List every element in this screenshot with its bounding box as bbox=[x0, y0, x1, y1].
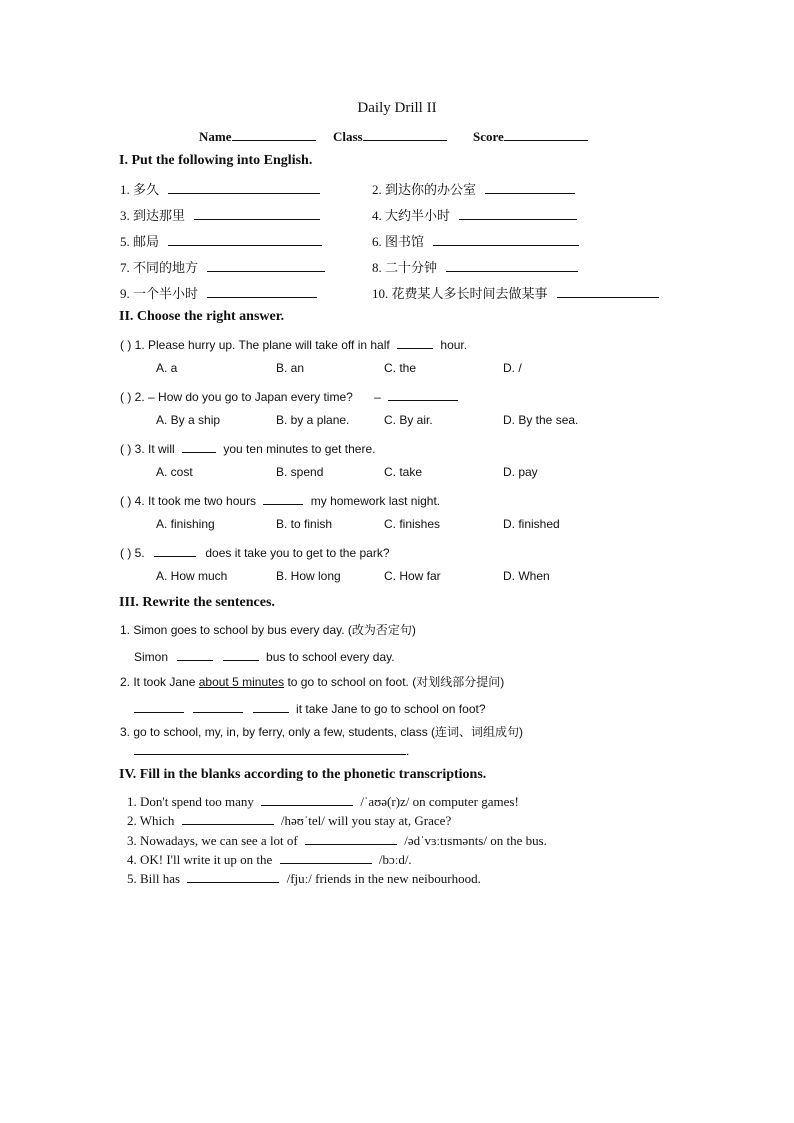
option: D. / bbox=[503, 361, 522, 375]
answer-blank[interactable] bbox=[182, 811, 274, 825]
answer-blank[interactable] bbox=[193, 699, 243, 713]
answer-blank[interactable] bbox=[433, 232, 579, 246]
answer-paren[interactable]: ( ) bbox=[120, 546, 132, 560]
mc-question-2: ( ) 2. – How do you go to Japan every time? – bbox=[120, 387, 458, 404]
mc-question-3: ( ) 3. It will you ten minutes to get there. bbox=[120, 439, 375, 456]
answer-blank[interactable] bbox=[182, 439, 216, 453]
option: A. cost bbox=[156, 465, 193, 479]
underlined-phrase: about 5 minutes bbox=[198, 675, 285, 689]
s1-item-5: 5. 邮局 bbox=[120, 231, 322, 250]
answer-blank[interactable] bbox=[223, 647, 259, 661]
rewrite-question-1: 1. Simon goes to school by bus every day. (改为否定句) bbox=[120, 623, 416, 637]
answer-blank[interactable] bbox=[207, 258, 325, 272]
rewrite-answer-2: it take Jane to go to school on foot? bbox=[134, 699, 486, 716]
answer-blank[interactable] bbox=[397, 335, 433, 349]
option: A. a bbox=[156, 361, 178, 375]
s1-item-4: 4. 大约半小时 bbox=[372, 205, 577, 224]
answer-blank[interactable] bbox=[446, 258, 578, 272]
answer-blank[interactable] bbox=[280, 850, 372, 864]
option: C. take bbox=[384, 465, 423, 479]
rewrite-answer-1: Simon bus to school every day. bbox=[134, 647, 395, 664]
rewrite-question-2: 2. It took Jane about 5 minutes to go to school on foot. (对划线部分提问) bbox=[120, 675, 505, 689]
s1-item-9: 9. 一个半小时 bbox=[120, 283, 317, 302]
answer-blank[interactable] bbox=[253, 699, 289, 713]
s1-item-3: 3. 到达那里 bbox=[120, 205, 320, 224]
s1-item-1: 1. 多久 bbox=[120, 179, 320, 198]
score-field[interactable] bbox=[473, 127, 588, 145]
phonetic-item-3: 3. Nowadays, we can see a lot of /ədˈvɜːtɪsmənts/ on the bus. bbox=[127, 833, 547, 848]
phonetic-item-2: 2. Which /həʊˈtel/ will you stay at, Grace? bbox=[127, 813, 452, 828]
answer-blank[interactable] bbox=[261, 792, 353, 806]
s1-item-2: 2. 到达你的办公室 bbox=[372, 179, 575, 198]
page-title: Daily Drill II bbox=[357, 100, 437, 116]
option: B. to finish bbox=[276, 517, 333, 531]
s1-item-7: 7. 不同的地方 bbox=[120, 257, 325, 276]
name-blank[interactable] bbox=[232, 127, 316, 141]
option: C. By air. bbox=[384, 413, 433, 427]
phonetic-item-5: 5. Bill has /fjuː/ friends in the new neibourhood. bbox=[127, 871, 481, 886]
answer-paren[interactable]: ( ) bbox=[120, 442, 132, 456]
class-blank[interactable] bbox=[363, 127, 447, 141]
class-label: Class bbox=[333, 129, 363, 144]
answer-paren[interactable]: ( ) bbox=[120, 494, 132, 508]
answer-blank[interactable] bbox=[168, 232, 322, 246]
option: D. When bbox=[503, 569, 550, 583]
rewrite-question-3: 3. go to school, my, in, by ferry, only a few, students, class (连词、词组成句) bbox=[120, 725, 524, 739]
answer-blank[interactable] bbox=[207, 284, 317, 298]
answer-blank[interactable] bbox=[557, 284, 659, 298]
s1-item-10: 10. 花费某人多长时间去做某事 bbox=[372, 283, 659, 302]
answer-blank[interactable] bbox=[134, 741, 406, 755]
answer-blank[interactable] bbox=[263, 491, 303, 505]
name-field[interactable] bbox=[199, 127, 316, 145]
answer-paren[interactable]: ( ) bbox=[120, 338, 132, 352]
answer-blank[interactable] bbox=[177, 647, 213, 661]
section-2-heading: II. Choose the right answer. bbox=[119, 309, 285, 324]
name-label: Name bbox=[199, 129, 232, 144]
option: C. the bbox=[384, 361, 417, 375]
s1-item-8: 8. 二十分钟 bbox=[372, 257, 578, 276]
option: B. spend bbox=[276, 465, 324, 479]
section-4-heading: IV. Fill in the blanks according to the phonetic transcriptions. bbox=[119, 767, 487, 782]
answer-blank[interactable] bbox=[459, 206, 577, 220]
answer-blank[interactable] bbox=[154, 543, 196, 557]
option: A. By a ship bbox=[156, 413, 221, 427]
option: D. pay bbox=[503, 465, 538, 479]
phonetic-item-4: 4. OK! I'll write it up on the /bɔːd/. bbox=[127, 852, 412, 867]
option: A. How much bbox=[156, 569, 228, 583]
option: B. by a plane. bbox=[276, 413, 350, 427]
mc-question-4: ( ) 4. It took me two hours my homework last night. bbox=[120, 491, 440, 508]
answer-blank[interactable] bbox=[168, 180, 320, 194]
score-label: Score bbox=[473, 129, 504, 144]
class-field[interactable] bbox=[333, 127, 447, 145]
option: B. an bbox=[276, 361, 305, 375]
section-3-heading: III. Rewrite the sentences. bbox=[119, 595, 275, 610]
mc-question-5: ( ) 5. does it take you to get to the park? bbox=[120, 543, 390, 560]
mc-question-1: ( ) 1. Please hurry up. The plane will take off in half hour. bbox=[120, 335, 467, 352]
answer-blank[interactable] bbox=[485, 180, 575, 194]
section-1-heading: I. Put the following into English. bbox=[119, 153, 313, 168]
option: D. By the sea. bbox=[503, 413, 579, 427]
score-blank[interactable] bbox=[504, 127, 588, 141]
answer-paren[interactable]: ( ) bbox=[120, 390, 132, 404]
answer-blank[interactable] bbox=[388, 387, 458, 401]
option: C. How far bbox=[384, 569, 441, 583]
option: B. How long bbox=[276, 569, 341, 583]
rewrite-answer-3: . bbox=[134, 741, 409, 758]
answer-blank[interactable] bbox=[134, 699, 184, 713]
answer-blank[interactable] bbox=[305, 831, 397, 845]
s1-item-6: 6. 图书馆 bbox=[372, 231, 579, 250]
option: A. finishing bbox=[156, 517, 215, 531]
option: C. finishes bbox=[384, 517, 441, 531]
phonetic-item-1: 1. Don't spend too many /ˈaʊə(r)z/ on computer games! bbox=[127, 794, 519, 809]
option: D. finished bbox=[503, 517, 560, 531]
answer-blank[interactable] bbox=[187, 869, 279, 883]
answer-blank[interactable] bbox=[194, 206, 320, 220]
